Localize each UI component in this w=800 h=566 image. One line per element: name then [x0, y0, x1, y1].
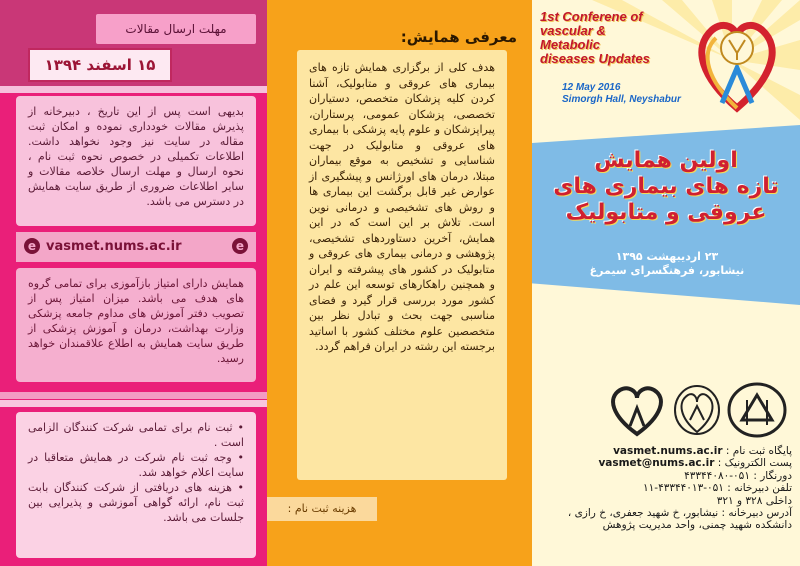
contact-row — [540, 470, 792, 482]
right-panel — [532, 0, 800, 566]
ordinal: 1st — [540, 9, 559, 24]
contact-row — [540, 519, 792, 531]
english-date: 12 May 2016 — [562, 82, 621, 93]
middle-panel — [267, 0, 532, 566]
organizer-logos — [602, 380, 792, 440]
email-link[interactable]: vasmet@nums.ac.ir — [598, 457, 715, 470]
intro-title: معرفی همایش: — [400, 28, 517, 46]
deadline-date: ۱۵ اسفند ۱۳۹۴ — [28, 48, 172, 82]
registration-site-link[interactable]: vasmet.nums.ac.ir — [613, 445, 723, 457]
registration-item: • ثبت نام برای تمامی شرکت کنندگان الزامی است . — [28, 421, 244, 449]
title-line: تازه های بیماری های — [553, 174, 779, 199]
contact-info — [540, 445, 792, 532]
contact-row — [540, 495, 792, 507]
title-line: diseases Updates — [540, 51, 650, 66]
extension-number: ۳۲۸ و ۳۲۱ — [716, 494, 763, 507]
address-line: نیشابور، خ شهید جعفری، خ رازی ، — [567, 507, 719, 520]
deadline-label: مهلت ارسال مقالات — [96, 14, 256, 44]
cme-text: همایش دارای امتیاز بازآموزی برای تمامی گروه های هدف می باشد. میزان امتیاز پس از تصویب دفتر آموزش های مداوم جامعه پزشکی وزارت بهداشت، درمان و آموزش پزشکی از طریق سایت همایش به اطلاع علاقمندان خواهد رسید. — [28, 277, 244, 365]
ribbon-emblem-icon — [675, 386, 719, 434]
phone-number: ۰۵۱-۴۳۳۴۴۰۱۳-۱۱ — [643, 482, 724, 495]
conference-english-title — [540, 10, 660, 66]
registration-list — [16, 412, 256, 533]
registration-item: • وجه ثبت نام شرکت در همایش متعاقبا در سایت اعلام خواهد شد. — [28, 451, 244, 479]
notice-text: بدیهی است پس از این تاریخ ، دبیرخانه از پذیرش مقالات خودداری نموده و امکان ثبت مقاله در سایت نیز وجود نخواهد داشت. اطلاعات تکمیلی در خصوص نحوه ثبت نام ، نحوه ارسال و مهلت ارسال خلاصه مقالات و سایر اطلاعات ضروری از طریق سایت همایش در دسترس می باشد. — [28, 105, 244, 208]
cme-card — [16, 268, 256, 382]
persian-date: ۲۳ اردیبهشت ۱۳۹۵ — [615, 250, 719, 263]
contact-row — [540, 457, 792, 469]
contact-label: پایگاه ثبت نام : — [725, 445, 792, 457]
english-date-venue — [562, 82, 681, 106]
title-line: vascular & Metabolic — [540, 23, 606, 52]
divider-stripe — [0, 400, 267, 407]
registration-item: • هزینه های دریافتی از شرکت کنندگان بابت ثبت نام، ارائه گواهی آموزشی و پذیرایی بین جلسات می باشد. — [28, 481, 244, 524]
fax-number: ۰۵۱-۴۳۳۴۴۰۸۰ — [684, 469, 750, 482]
intro-card — [297, 50, 507, 480]
contact-label: دورنگار : — [753, 469, 792, 482]
left-panel — [0, 0, 267, 566]
contact-row — [540, 445, 792, 457]
web-icon: e — [232, 238, 248, 254]
contact-label: آدرس دبیرخانه : — [721, 507, 792, 520]
registration-card — [16, 412, 256, 558]
persian-venue: نیشابور، فرهنگسرای سیمرغ — [589, 264, 745, 277]
persian-date-venue — [572, 250, 762, 278]
contact-label: پست الکترونیک : — [717, 457, 792, 470]
title-line: عروقی و متابولیک — [565, 200, 767, 225]
english-venue: Simorgh Hall, Neyshabur — [562, 94, 681, 105]
university-seal-icon — [729, 384, 785, 436]
registration-fee-label: هزینه ثبت نام : — [267, 497, 377, 521]
heart-ribbon-icon — [613, 388, 661, 434]
intro-text: هدف کلی از برگزاری همایش تازه های بیماری های عروقی و متابولیک، آشنا کردن کلیه پزشکان متخصص، دستیاران تخصصی، پزشکان عمومی، پرستاران، پیراپزشکان و علوم پایه پزشکی با بیماری های عروقی و متابولیک در جهت شناسایی و تشخیص به موقع بیماران مبتلا، درمان های اورژانس و پیشگیری از عوارض غیر قابل برگشت این بیماری ها و روش های تشخیصی و درمانی نوین است. تلاش بر این است که در این همایش، آخرین دستاوردهای تشخیصی، پژوهشی و درمانی بیماری های عروقی و متابولیک در کشور های پیشرفته و ایران و همچنین راهکارهای توسعه این علم در کشور مورد بررسی قرار گیرد و فضای مناسبی جهت بحث و تبادل نظر بین متخصصین علوم مختلف کشور با اساتید برجسته این رشته در ایران فراهم گردد. — [309, 61, 495, 353]
website-bar[interactable] — [16, 232, 256, 262]
contact-row — [540, 507, 792, 519]
address-line: دانشکده شهید چمنی، واحد مدیریت پژوهش — [602, 519, 792, 532]
notice-card — [16, 96, 256, 226]
divider-stripe — [0, 86, 267, 93]
contact-row — [540, 482, 792, 494]
conference-ribbon-logo — [682, 8, 792, 118]
website-link[interactable]: vasmet.nums.ac.ir — [46, 239, 182, 254]
divider-stripe — [0, 392, 267, 399]
web-icon: e — [24, 238, 40, 254]
title-line: Conferene of — [562, 9, 643, 24]
contact-label: داخلی — [765, 494, 792, 507]
title-line: اولین همایش — [594, 148, 738, 173]
contact-label: تلفن دبیرخانه : — [727, 482, 792, 495]
persian-title — [542, 148, 790, 226]
